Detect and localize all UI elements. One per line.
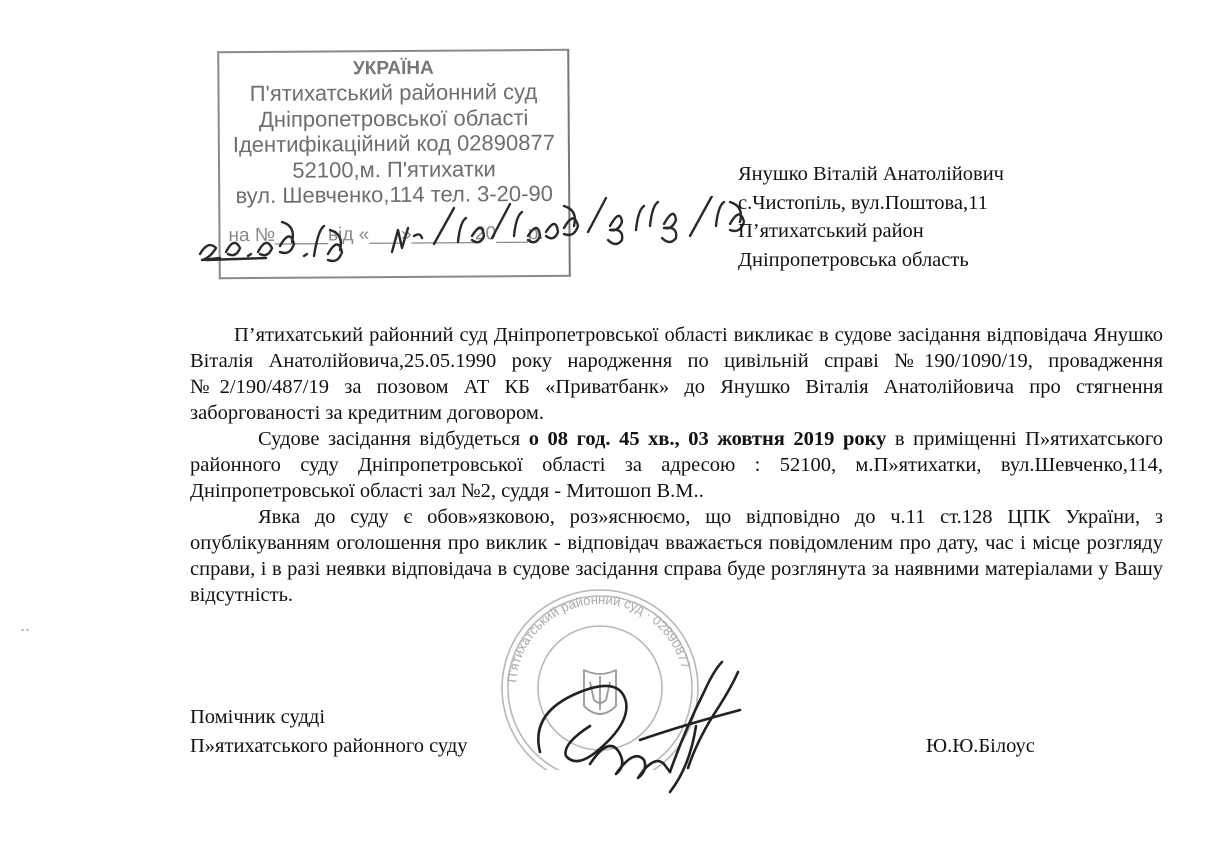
- signer-title: Помічник судді: [190, 706, 326, 728]
- hearing-datetime: о 08 год. 45 хв., 03 жовтня 2019 року: [528, 428, 887, 450]
- addressee-block: [738, 160, 1004, 274]
- svg-text:П'ятихатський районний суд · 0: П'ятихатський районний суд · 02890877: [504, 591, 694, 684]
- hearing-text-after: в приміщенні П»ятихатського районного суду Дніпропетровської області за адресою : 52100, м.П»ятихатки, вул.Шевченко,114, Дніпропетровської області зал №2, суддя - Митошоп В.М..: [190, 428, 1163, 502]
- addressee-name: Янушко Віталій Анатолійович: [738, 163, 1004, 185]
- hearing-text-before: Судове засідання відбудеться: [258, 428, 529, 450]
- stamp-registration-line: на №_____від «___»______20___р.: [228, 222, 544, 246]
- scan-speck: [20, 628, 30, 632]
- stamp-street-phone: вул. Шевченко,114 тел. 3-20-90: [235, 180, 553, 209]
- paragraph-summons: П’ятихатський районний суд Дніпропетровської області викликає в судове засідання відповідача Янушко Віталія Анатолійовича,25.05.1990 року народження по цивільній справі №190/1090/19, провадження №2/190/487/19 за позовом АТ КБ «Приватбанк» до Янушко Віталія Анатолійовича про стягнення заборгованості за кредитним договором.: [190, 324, 1163, 424]
- signer-court: П»ятихатського районного суду: [190, 735, 468, 757]
- signer-name: Ю.Ю.Білоус: [926, 735, 1035, 757]
- registration-stamp: [217, 49, 571, 279]
- stamp-country: УКРАЇНА: [352, 57, 434, 80]
- addressee-address: с.Чистопіль, вул.Поштова,11: [738, 191, 988, 214]
- stamp-id-code: Ідентифікаційний код 02890877: [232, 129, 555, 158]
- addressee-region: Дніпропетровська область: [738, 248, 969, 271]
- stamp-region: Дніпропетровської області: [258, 104, 529, 132]
- paragraph-hearing: [190, 426, 1163, 504]
- addressee-district: П’ятихатський район: [738, 220, 924, 242]
- handwritten-signature: [520, 656, 760, 796]
- stamp-postcode-city: 52100,м. П'ятихатки: [292, 155, 496, 183]
- summons-body: [190, 322, 1163, 608]
- paragraph-attendance: Явка до суду є обов»язковою, роз»яснюємо, що відповідно до ч.11 ст.128 ЦПК України, з опублікуванням оголошення про виклик - відповідач вважається повідомленим про дату, час і місце розгляду справи, і в разі неявки відповідача в судове засідання справа буде розглянута за наявними матеріалами у Вашу відсутність.: [190, 506, 1163, 606]
- stamp-court-name: П'ятихатський районний суд: [249, 78, 538, 107]
